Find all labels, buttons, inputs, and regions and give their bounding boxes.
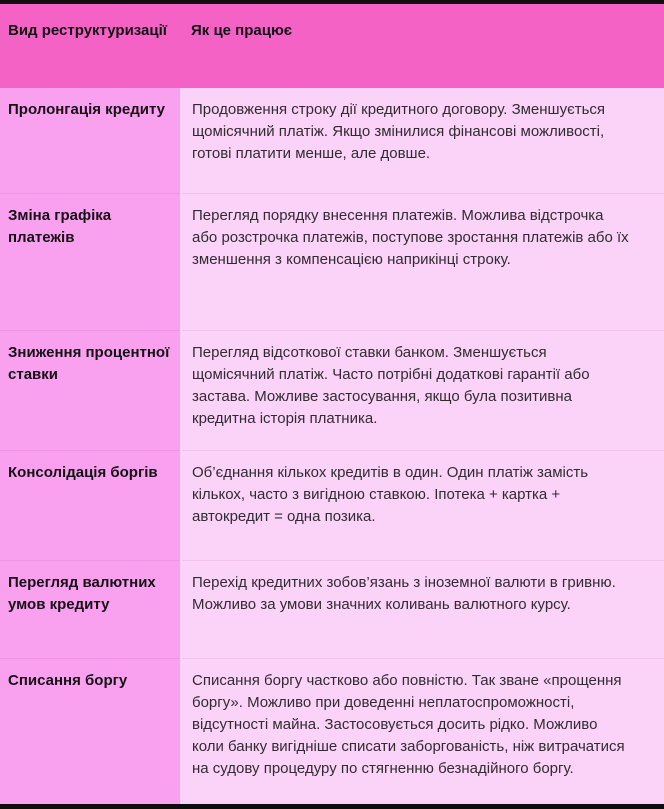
row-type-cell: Списання боргу xyxy=(0,658,181,805)
restructuring-table xyxy=(0,4,664,805)
row-type-cell: Перегляд валютних умов кредиту xyxy=(0,560,181,658)
row-how-cell: Продовження строку дії кредитного договору. Зменшується щомісячний платіж. Якщо змінилися фінансові можливості, готові платити менше, але довше. xyxy=(181,88,664,193)
row-how-cell: Об’єднання кількох кредитів в один. Один платіж замість кількох, часто з вигідною ставкою. Іпотека + картка + автокредит = одна позика. xyxy=(181,450,664,560)
row-how-cell: Перегляд порядку внесення платежів. Можлива відстрочка або розстрочка платежів, поступове зростання платежів або їх зменшення з компенсацією наприкінці строку. xyxy=(181,193,664,330)
table-row xyxy=(0,560,664,658)
row-type-cell: Зміна графіка платежів xyxy=(0,193,181,330)
row-how-cell: Перехід кредитних зобов’язань з іноземної валюти в гривню. Можливо за умови значних коливань валютного курсу. xyxy=(181,560,664,658)
table-row xyxy=(0,88,664,193)
row-type-cell: Консолідація боргів xyxy=(0,450,181,560)
table-header-row xyxy=(0,4,664,88)
column-header-type: Вид реструктуризації xyxy=(0,4,181,88)
column-header-how: Як це працює xyxy=(181,4,664,88)
row-how-cell: Перегляд відсоткової ставки банком. Зменшується щомісячний платіж. Часто потрібні додаткові гарантії або застава. Можливе застосування, якщо була позитивна кредитна історія платника. xyxy=(181,330,664,450)
table-row xyxy=(0,330,664,450)
row-how-cell: Списання боргу частково або повністю. Так зване «прощення боргу». Можливо при доведенні неплатоспроможності, відсутності майна. Застосовується досить рідко. Можливо коли банку вигідніше списати заборгованість, ніж витрачатися на судову процедуру по стягненню безнадійного боргу. xyxy=(181,658,664,805)
row-type-cell: Зниження процентної ставки xyxy=(0,330,181,450)
table-row xyxy=(0,658,664,805)
table-row xyxy=(0,193,664,330)
row-type-cell: Пролонгація кредиту xyxy=(0,88,181,193)
table-row xyxy=(0,450,664,560)
